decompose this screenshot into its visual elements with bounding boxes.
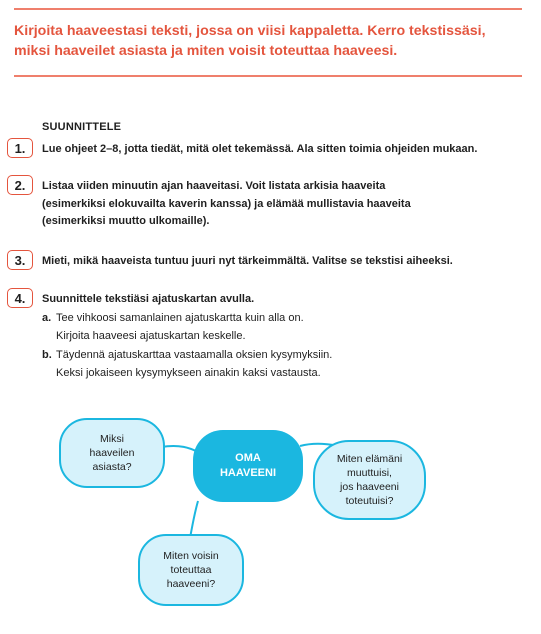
step-number: 1.: [7, 138, 33, 158]
step-text: Listaa viiden minuutin ajan haaveitasi. Voit listata arkisia haaveita (esimerkiksi elokuvailta kaverin kanssa) ja elämää mullistavia haaveita (esimerkiksi muutto ulkomaille).: [42, 180, 411, 227]
task-title: Kirjoita haaveestasi teksti, jossa on viisi kappaletta. Kerro tekstissäsi, miksi haaveilet asiasta ja miten voisit toteuttaa haaveesi.: [14, 23, 486, 59]
mindmap-branch-how: Miten voisin toteuttaa haaveeni?: [138, 534, 244, 606]
connector-left: [161, 446, 198, 452]
step-number: 2.: [7, 175, 33, 195]
substep-letter: a.: [42, 312, 52, 324]
step-text: Suunnittele tekstiäsi ajatuskartan avulla.: [42, 293, 255, 305]
connector-bottom: [190, 501, 198, 538]
step-text: Mieti, mikä haaveista tuntuu juuri nyt tärkeimmältä. Valitse se tekstisi aiheeksi.: [42, 255, 453, 267]
section-label: SUUNNITTELE: [42, 121, 122, 133]
mindmap-center: OMA HAAVEENI: [193, 430, 303, 502]
mindmap-branch-change: Miten elämäni muuttuisi, jos haaveeni toteutuisi?: [313, 440, 426, 520]
substep-text: Täydennä ajatuskarttaa vastaamalla oksien kysymyksiin. Keksi jokaiseen kysymykseen ainakin kaksi vastausta.: [56, 349, 333, 379]
substep-letter: b.: [42, 349, 52, 361]
mindmap-branch-why: Miksi haaveilen asiasta?: [59, 418, 165, 488]
step-text: Lue ohjeet 2–8, jotta tiedät, mitä olet tekemässä. Ala sitten toimia ohjeiden mukaan.: [42, 143, 478, 155]
step-number: 4.: [7, 288, 33, 308]
step-number: 3.: [7, 250, 33, 270]
substep-text: Tee vihkoosi samanlainen ajatuskartta kuin alla on. Kirjoita haaveesi ajatuskartan keskelle.: [56, 312, 304, 342]
